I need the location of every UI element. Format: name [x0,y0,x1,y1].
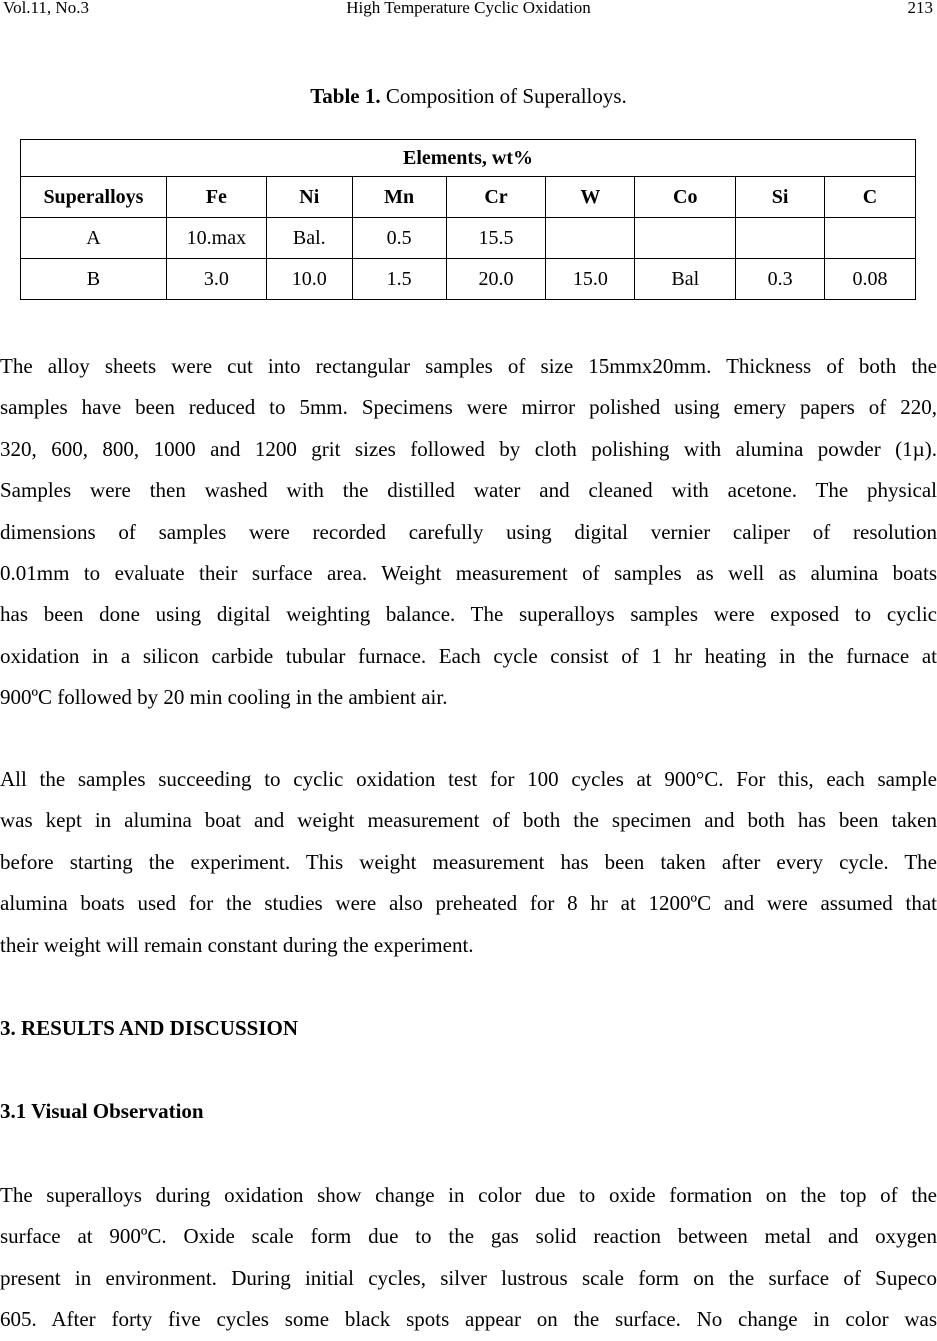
table-cell: Bal. [266,218,352,259]
paragraph-visual-observation [0,1175,937,1341]
section-heading: 3. RESULTS AND DISCUSSION [0,1016,298,1040]
text-line: was kept in alumina boat and weight measurement of both the specimen and both has been taken [0,808,937,833]
text-line: alumina boats used for the studies were also preheated for 8 hr at 1200ºC and were assumed that [0,891,937,916]
column-header: Fe [166,177,266,218]
table-cell [546,218,635,259]
table-cell [635,218,736,259]
table-cell: 0.3 [736,259,825,300]
text-line: 320, 600, 800, 1000 and 1200 grit sizes followed by cloth polishing with alumina powder (1µ). [0,436,937,461]
table-cell: 10.max [166,218,266,259]
table-cell: 15.5 [446,218,546,259]
subsection-heading: 3.1 Visual Observation [0,1099,204,1123]
text-line: The alloy sheets were cut into rectangular samples of size 15mmx20mm. Thickness of both the [0,354,937,378]
column-header: Superalloys [21,177,167,218]
text-line: before starting the experiment. This weight measurement has been taken after every cycle. The [0,849,937,874]
text-line: 605. After forty five cycles some black spots appear on the surface. No change in color was [0,1307,937,1332]
paragraph-procedure [0,759,937,966]
table-cell: 10.0 [266,259,352,300]
table-cell: 0.5 [352,218,446,259]
table-cell [736,218,825,259]
table-caption [0,84,937,109]
header-title: High Temperature Cyclic Oxidation [346,0,591,17]
table-row [21,218,916,259]
table-cell: 20.0 [446,259,546,300]
column-header: Mn [352,177,446,218]
column-header: Co [635,177,736,218]
column-header: W [546,177,635,218]
column-header: C [825,177,916,218]
text-line: 0.01mm to evaluate their surface area. Weight measurement of samples as well as alumina boats [0,560,937,585]
text-line: samples have been reduced to 5mm. Specimens were mirror polished using emery papers of 220, [0,395,937,420]
composition-table [20,139,916,300]
table-cell: B [21,259,167,300]
header-volume: Vol.11, No.3 [3,0,89,17]
text-line: their weight will remain constant during the experiment. [0,932,474,957]
table-cell: 3.0 [166,259,266,300]
text-line: The superalloys during oxidation show change in color due to oxide formation on the top of the [0,1183,937,1207]
table-caption-text: Composition of Superalloys. [380,84,627,108]
table-cell: 1.5 [352,259,446,300]
table-cell [825,218,916,259]
table-header-row [21,177,916,218]
text-line: dimensions of samples were recorded carefully using digital vernier caliper of resolution [0,519,937,544]
paragraph-preparation [0,346,937,719]
text-line: Samples were then washed with the distilled water and cleaned with acetone. The physical [0,478,937,503]
column-header: Ni [266,177,352,218]
table-row [21,259,916,300]
table-cell: Bal [635,259,736,300]
column-header: Cr [446,177,546,218]
table-cell: 15.0 [546,259,635,300]
text-line: has been done using digital weighting balance. The superalloys samples were exposed to cyclic [0,602,937,627]
table-cell: A [21,218,167,259]
text-line: present in environment. During initial cycles, silver lustrous scale form on the surface of Supeco [0,1265,937,1290]
text-line: 900ºC followed by 20 min cooling in the ambient air. [0,685,448,710]
table-group-header: Elements, wt% [21,140,916,177]
header-page-number: 213 [907,0,933,17]
text-line: surface at 900ºC. Oxide scale form due to the gas solid reaction between metal and oxygen [0,1224,937,1249]
text-line: oxidation in a silicon carbide tubular furnace. Each cycle consist of 1 hr heating in the furnace at [0,643,937,668]
table-caption-label: Table 1. [310,84,381,108]
column-header: Si [736,177,825,218]
text-line: All the samples succeeding to cyclic oxidation test for 100 cycles at 900°C. For this, each sample [0,767,937,791]
table-cell: 0.08 [825,259,916,300]
